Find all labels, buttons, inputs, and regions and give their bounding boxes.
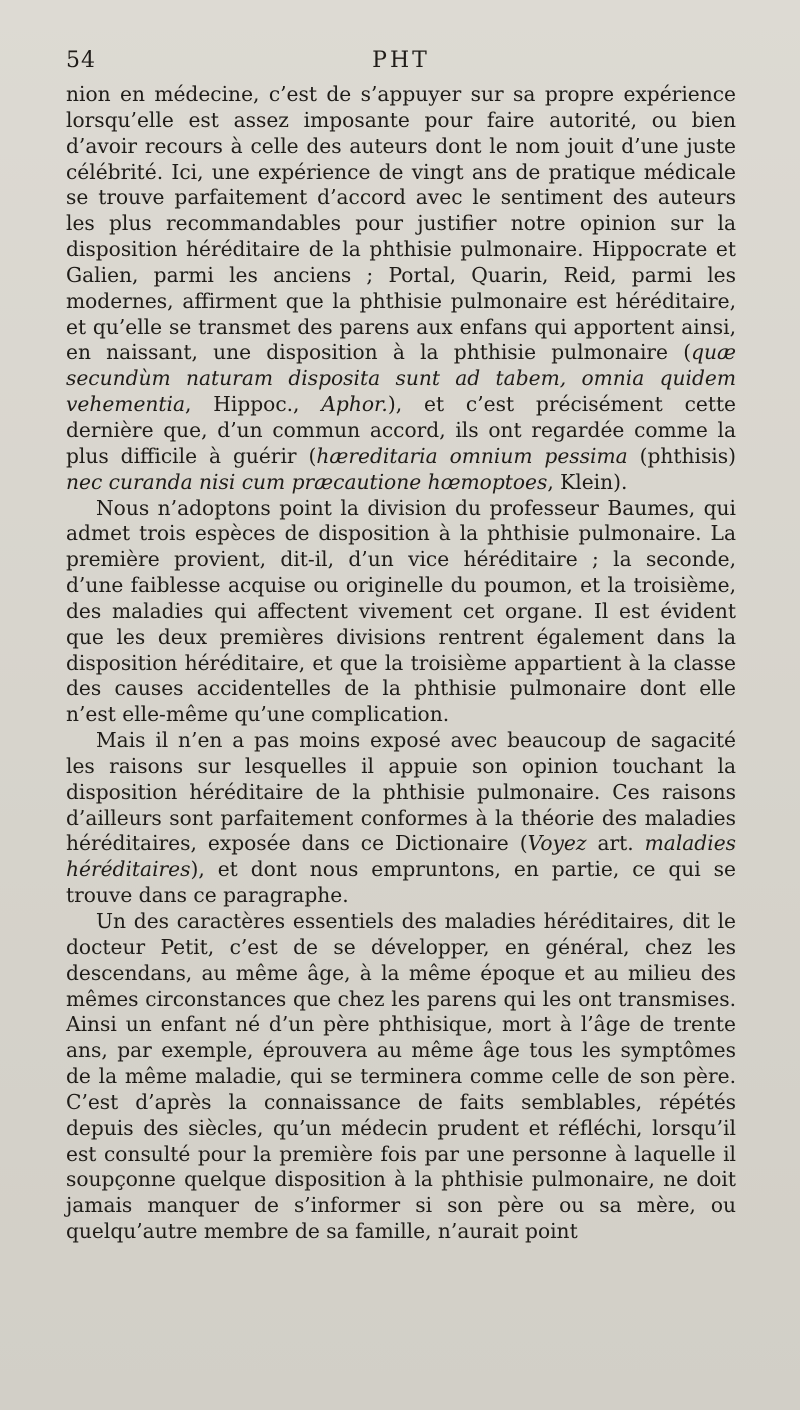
paragraph-3 [66,728,736,909]
text-run: Un des caractères essentiels des maladies héréditaires, dit le docteur Petit, c’est de se développer, en général, chez les descendans, au même âge, à la même époque et au milieu des mêmes circonstances que chez les parens qui les ont transmises. Ainsi un enfant né d’un père phthisique, mort à l’âge de trente ans, par exemple, éprouvera au même âge tous les symptômes de la même maladie, qui se terminera comme celle de son père. C’est d’après la connaissance de faits semblables, répétés depuis des siècles, qu’un médecin prudent et réfléchi, lorsqu’il est consulté pour la première fois par une personne à laquelle il soupçonne quelque disposition à la phthisie pulmonaire, ne doit jamais manquer de s’informer si son père ou sa mère, ou quelqu’autre membre de sa famille, n’aurait point [66,909,736,1244]
text-run: ), et dont nous empruntons, en partie, ce qui se trouve dans ce paragraphe. [66,857,736,908]
body-text [66,82,736,1245]
text-run: Mais il n’en a pas moins exposé avec beaucoup de sagacité les raisons sur lesquelles il appuie son opinion touchant la disposition héréditaire de la phthisie pulmonaire. Ces raisons d’ailleurs sont parfaitement conformes à la théorie des maladies héréditaires, exposée dans ce Dictionaire ( [66,728,736,856]
italic-text: quæ secundùm naturam disposita sunt ad tabem, omnia quidem vehementia [66,340,736,417]
page-number: 54 [66,48,96,73]
running-head: PHT [372,48,430,73]
text-run: nion en médecine, c’est de s’appuyer sur sa propre expérience lorsqu’elle est assez imposante pour faire autorité, ou bien d’avoir recours à celle des auteurs dont le nom jouit d’une juste célébrité. Ici, une expérience de vingt ans de pratique médicale se trouve parfaitement d’accord avec le sentiment des auteurs les plus recommandables pour justifier notre opinion sur la disposition héréditaire de la phthisie pulmonaire. Hippocrate et Galien, parmi les anciens ; Portal, Quarin, Reid, parmi les modernes, affirment que la phthisie pulmonaire est héréditaire, et qu’elle se transmet des parens aux enfans qui apportent ainsi, en naissant, une disposition à la phthisie pulmonaire ( [66,82,736,365]
italic-text: maladies héréditaires [66,831,736,882]
italic-text: Aphor. [321,392,388,417]
page-header [66,48,736,82]
italic-text: Voyez [527,831,587,856]
paragraph-2 [66,496,736,729]
paragraph-4 [66,909,736,1245]
text-run: , Hippoc., [185,392,322,417]
text-run: Nous n’adoptons point la division du professeur Baumes, qui admet trois espèces de disposition à la phthisie pulmonaire. La première provient, dit-il, d’un vice héréditaire ; la seconde, d’une faiblesse acquise ou originelle du poumon, et la troisième, des maladies qui affectent vivement cet organe. Il est évident que les deux premières divisions rentrent également dans la disposition héréditaire, et que la troisième appartient à la classe des causes accidentelles de la phthisie pulmonaire dont elle n’est elle-même qu’une complication. [66,495,736,727]
text-run: (phthisis) [627,443,737,468]
paragraph-1 [66,82,736,496]
italic-text: hæreditaria omnium pessima [316,443,628,468]
text-run: ), et c’est précisément cette dernière que, d’un commun accord, ils ont regardée comme la plus difficile à guérir ( [66,392,737,468]
text-run: art. [586,831,645,856]
text-run: , Klein). [547,469,628,494]
italic-text: nec curanda nisi cum præcautione hœmoptoes [66,469,548,494]
